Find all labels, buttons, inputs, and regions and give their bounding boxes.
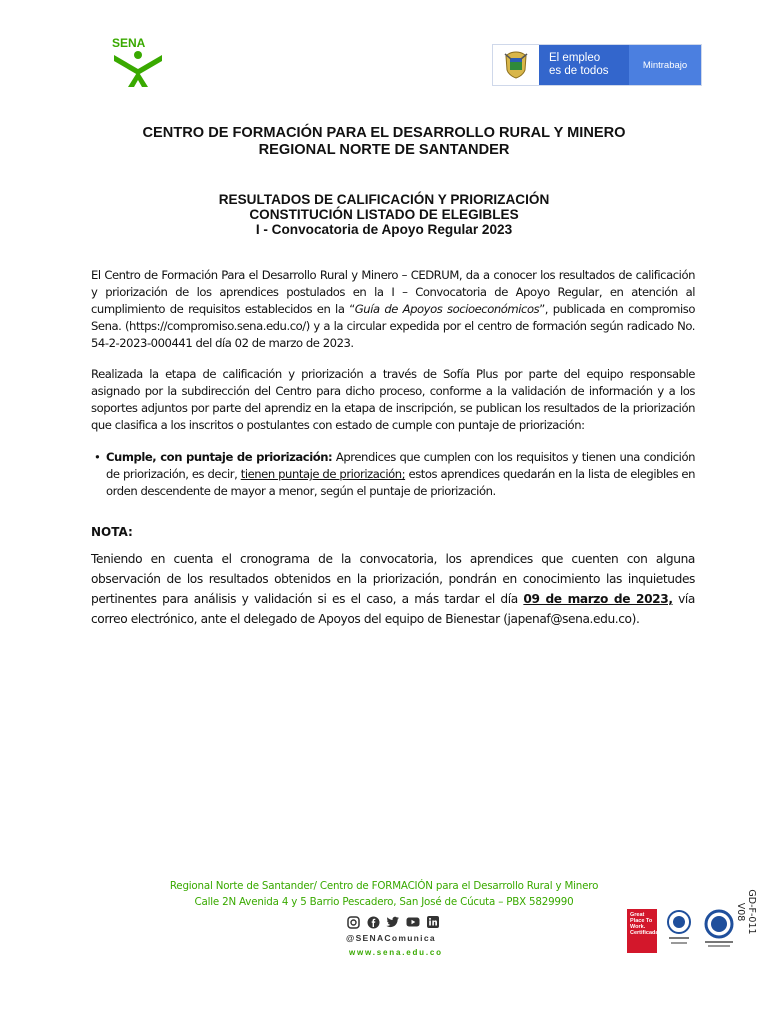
deadline-date: 09 de marzo de 2023, <box>523 592 673 606</box>
certification-seal-icon <box>666 909 692 949</box>
sena-logo <box>108 35 168 89</box>
criteria-text-b: estos aprendices quedarán en la lista de elegibles en orden descendente de mayor a menor, según el puntaje de priorización. <box>106 467 696 498</box>
twitter-icon[interactable] <box>386 915 400 929</box>
center-title <box>60 125 708 159</box>
government-banner <box>492 44 702 86</box>
slogan-line-2: es de todos <box>549 65 609 77</box>
criteria-bullet <box>94 449 696 500</box>
center-title-line-1: CENTRO DE FORMACIÓN PARA EL DESARROLLO RURAL Y MINERO <box>142 125 626 141</box>
footer-regional: Regional Norte de Santander/ Centro de FORMACIÓN para el Desarrollo Rural y Minero <box>169 880 599 892</box>
note-heading: NOTA: <box>91 525 133 539</box>
note-text-b: vía correo electrónico, ante el delegado de Apoyos del equipo de Bienestar (japenaf@sena.edu.co). <box>91 592 695 626</box>
results-title-line-3: I - Convocatoria de Apoyo Regular 2023 <box>255 222 513 237</box>
social-icons <box>346 915 456 933</box>
intro-text-b: ”, publicada en compromiso Sena. (https://compromiso.sena.edu.co/) y a la circular expedida por el centro de formación según radicado No. 54-2-2023-000441 del día 02 de marzo de 2023. <box>91 302 695 350</box>
results-title-line-1: RESULTADOS DE CALIFICACIÓN Y PRIORIZACIÓN <box>218 192 550 207</box>
government-slogan <box>539 45 629 85</box>
great-place-to-work-badge: Great Place To Work. Certificada <box>627 909 657 953</box>
bullet-marker: • <box>94 450 101 464</box>
note-paragraph <box>91 549 695 629</box>
criteria-text-a: Aprendices que cumplen con los requisitos y tienen una condición de priorización, es decir, <box>106 450 695 481</box>
sena-logo-text: SENA <box>112 36 146 50</box>
guide-title: Guía de Apoyos socioeconómicos <box>354 302 540 316</box>
slogan-line-1: El empleo <box>549 52 601 64</box>
process-paragraph: Realizada la etapa de calificación y priorización a través de Sofía Plus por parte del equipo responsable asignado por la subdirección del Centro para dicho proceso, conforme a la validación de información y a los soportes adjuntos por parte del aprendiz en la etapa de inscripción, se publican los resultados de la priorización que clasifica a los inscritos o postulantes con estado de cumple con puntaje de priorización: <box>91 367 695 432</box>
intro-text-a: El Centro de Formación Para el Desarrollo Rural y Minero – CEDRUM, da a conocer los resultados de calificación y priorización de los aprendices postulados en la I – Convocatoria de Apoyo Regular, en atención al cumplimiento de requisitos establecidos en la “ <box>91 268 695 316</box>
center-title-line-2: REGIONAL NORTE DE SANTANDER <box>258 142 510 158</box>
criteria-label: Cumple, con puntaje de priorización: <box>106 450 333 464</box>
ministry-name: Mintrabajo <box>629 45 701 85</box>
social-handle: @SENAComunica <box>346 933 436 943</box>
iqnet-certification-icon <box>699 909 739 949</box>
instagram-icon[interactable] <box>346 915 360 929</box>
linkedin-icon[interactable] <box>426 915 440 929</box>
colombia-shield-icon <box>493 45 539 85</box>
facebook-icon[interactable] <box>366 915 380 929</box>
note-text-a: Teniendo en cuenta el cronograma de la convocatoria, los aprendices que cuenten con alguna observación de los resultados obtenidos en la priorización, pondrán en conocimiento las inquietudes pertinentes para análisis y validación si es el caso, a más tardar el día <box>91 552 695 606</box>
results-title-line-2: CONSTITUCIÓN LISTADO DE ELEGIBLES <box>249 207 519 222</box>
youtube-icon[interactable] <box>406 915 420 929</box>
website-link[interactable]: www.sena.edu.co <box>349 948 443 957</box>
footer-address: Calle 2N Avenida 4 y 5 Barrio Pescadero, San José de Cúcuta – PBX 5829990 <box>194 896 574 908</box>
criteria-underlined: tienen puntaje de priorización; <box>240 467 406 481</box>
intro-paragraph <box>91 267 695 352</box>
form-code: GD-F-011 V08 <box>735 889 757 935</box>
results-title <box>60 192 708 237</box>
